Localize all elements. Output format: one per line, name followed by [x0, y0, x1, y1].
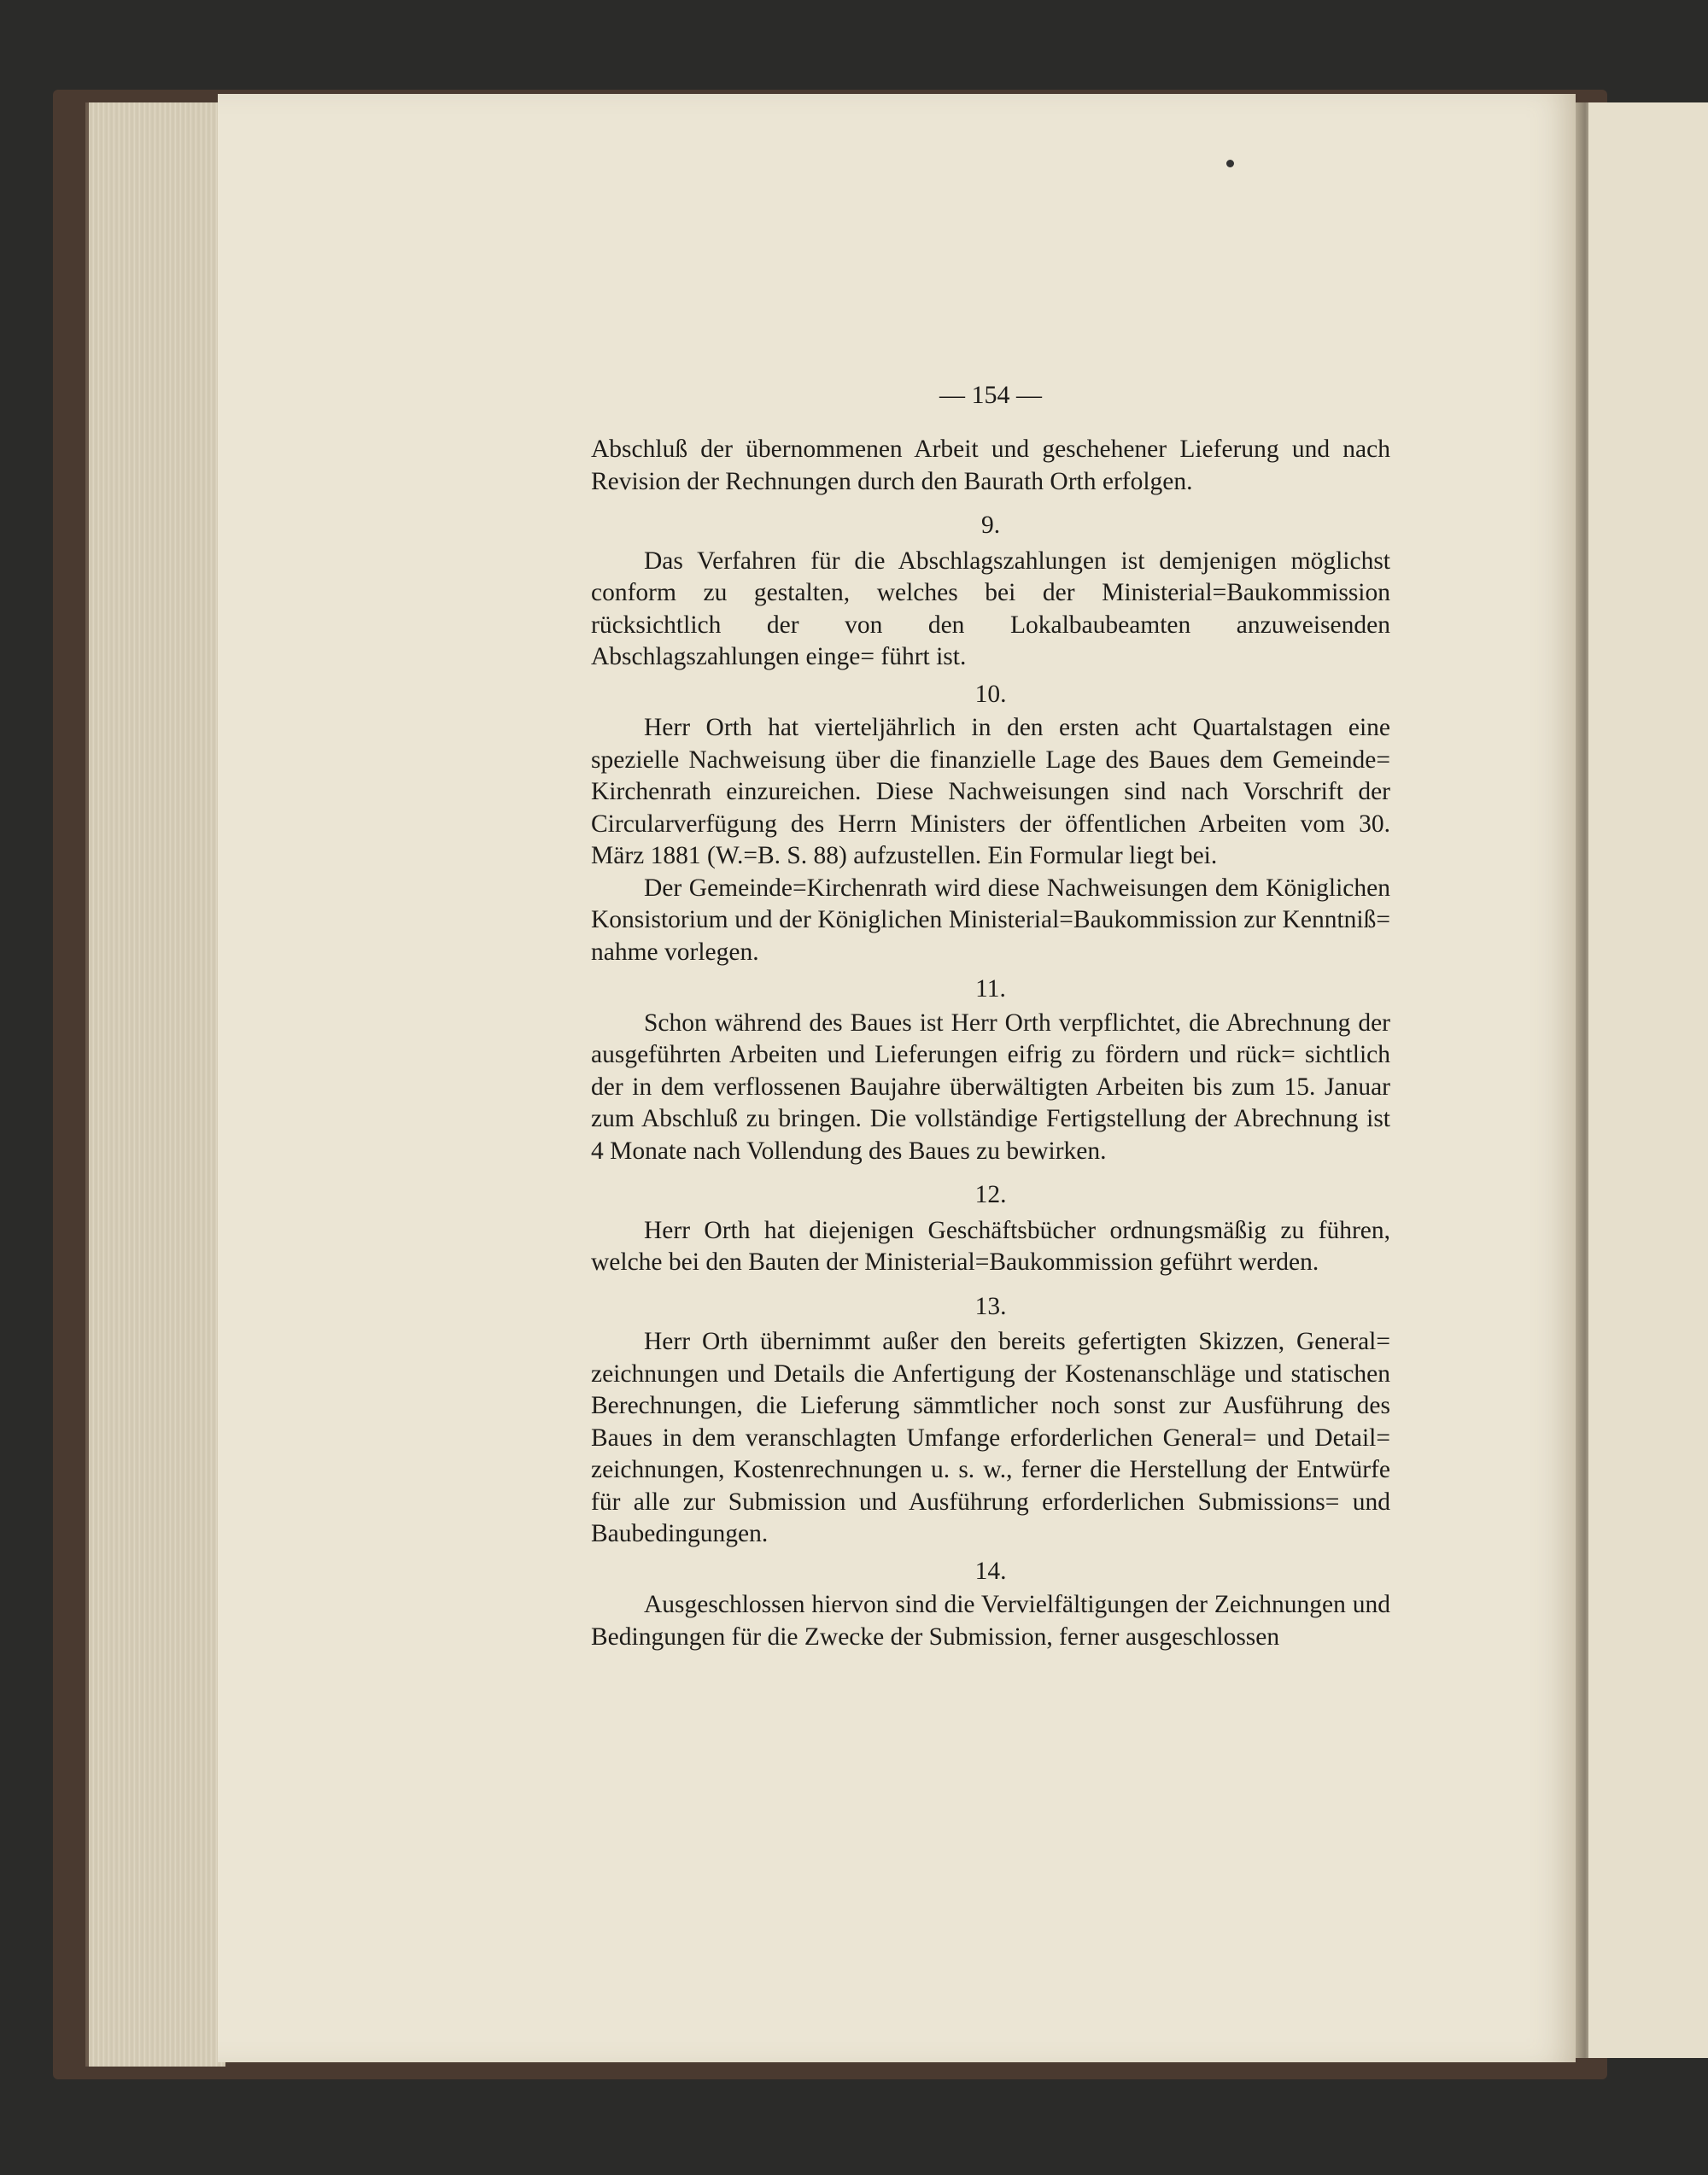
facing-page [1588, 102, 1708, 2058]
section-number-11: 11. [975, 975, 1006, 1003]
section-number-9: 9. [980, 512, 1001, 539]
section-number-10: 10. [974, 680, 1007, 708]
paragraph-10a: Herr Orth hat vierteljährlich in den ersten acht Quartalstagen eine spezielle Nachweisung über die finanzielle Lage des Baues dem Gemeinde= Kirchenrath einzureichen. Diese Nachweisungen sind nach Vorschrift der Circularverfügung des Herrn Ministers der öffentlichen Arbeiten vom 30. März 1881 (W.=B. S. 88) aufzustellen. Ein Formular liegt bei. [591, 714, 1390, 869]
paragraph-9: Das Verfahren für die Abschlagszahlungen ist demjenigen möglichst conform zu gestalten, welches bei der Ministerial=Baukommission rücksichtlich der von den Lokalbaubeamten anzuweisenden Abschlagszahlungen einge= führt ist. [591, 547, 1390, 670]
paragraph-11: Schon während des Baues ist Herr Orth verpflichtet, die Abrechnung der ausgeführten Arbeiten und Lieferungen eifrig zu fördern und rück= sichtlich der in dem verflossenen Baujahre überwältigten Arbeiten bis zum 15. Januar zum Abschluß zu bringen. Die vollständige Fertigstellung der Abrechnung ist 4 Monate nach Vollendung des Baues zu bewirken. [591, 1009, 1390, 1165]
section-number-12: 12. [974, 1181, 1007, 1208]
paragraph-intro: Abschluß der übernommenen Arbeit und geschehener Lieferung und nach Revision der Rechnungen durch den Baurath Orth erfolgen. [591, 436, 1390, 495]
paragraph-14: Ausgeschlossen hiervon sind die Vervielfältigungen der Zeichnungen und Bedingungen für die Zwecke der Submission, ferner ausgeschlossen [591, 1591, 1390, 1651]
paragraph-10b: Der Gemeinde=Kirchenrath wird diese Nachweisungen dem Königlichen Konsistorium und der Königlichen Ministerial=Baukommission zur Kenntniß= nahme vorlegen. [591, 874, 1390, 966]
section-number-13: 13. [974, 1292, 1007, 1320]
paragraph-13: Herr Orth übernimmt außer den bereits gefertigten Skizzen, General= zeichnungen und Details die Anfertigung der Kostenanschläge und statischen Berechnungen, die Lieferung sämmtlicher noch sonst zur Ausführung des Baues in dem veranschlagten Umfange erforderlichen General= und Detail= zeichnungen, Kostenrechnungen u. s. w., ferner die Herstellung der Entwürfe für alle zur Submission und Ausführung erforderlichen Submissions= und Baubedingungen. [591, 1328, 1390, 1547]
section-number-14: 14. [974, 1557, 1007, 1585]
page-block-edge [85, 102, 225, 2067]
page-number: — 154 — [939, 381, 1042, 409]
ink-speck [1226, 160, 1234, 167]
paragraph-12: Herr Orth hat diejenigen Geschäftsbücher ordnungsmäßig zu führen, welche bei den Bauten der Ministerial=Baukommission geführt werden. [591, 1216, 1390, 1276]
page-body [591, 434, 1390, 1653]
